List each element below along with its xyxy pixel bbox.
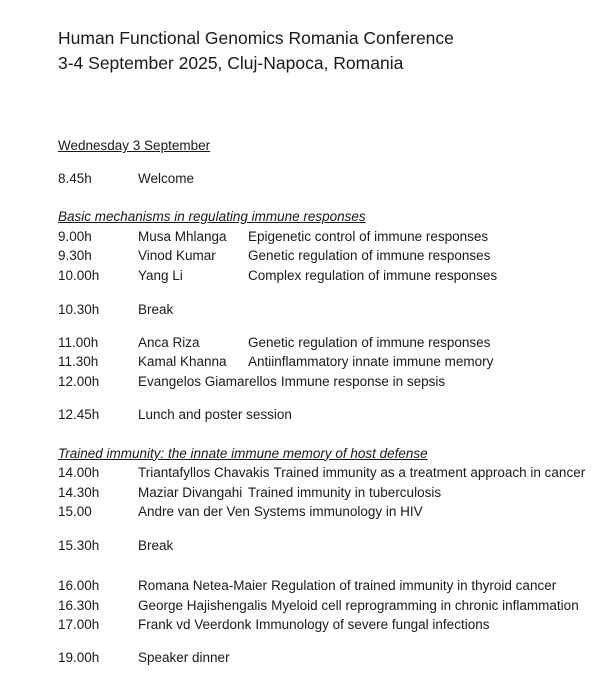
schedule-group: [58, 648, 597, 668]
talk-topic: Trained immunity in tuberculosis: [248, 484, 442, 500]
talk-row: [58, 615, 597, 635]
conference-title: [58, 26, 597, 76]
event-time: 19.00h: [58, 649, 100, 665]
speaker-name: Anca Riza: [138, 334, 200, 350]
event-time: 10.00h: [58, 267, 100, 283]
talk-row: [58, 227, 597, 247]
event-row: [58, 169, 597, 189]
session-heading: Trained immunity: the innate immune memory of host defense: [58, 445, 428, 461]
speaker-name: Yang Li: [138, 267, 183, 283]
talk-topic: Myeloid cell reprogramming in chronic inflammation: [271, 597, 579, 613]
schedule-group: [58, 169, 597, 189]
talk-row: [58, 246, 597, 266]
talk-row: [58, 463, 597, 483]
talk-topic: Epigenetic control of immune responses: [248, 228, 489, 244]
event-label: Welcome: [138, 170, 195, 186]
talk-topic: Genetic regulation of immune responses: [248, 248, 491, 263]
talk-row: [58, 502, 597, 522]
speaker-name: George Hajishengalis: [138, 597, 268, 613]
event-row: [58, 405, 597, 425]
event-time: 16.00h: [58, 578, 100, 593]
event-row: [58, 648, 597, 668]
conference-title-line2: 3-4 September 2025, Cluj-Napoca, Romania: [58, 53, 404, 73]
event-time: 11.00h: [58, 334, 99, 350]
talk-row: [58, 596, 597, 616]
talk-topic: Genetic regulation of immune responses: [248, 334, 491, 350]
talk-row: [58, 333, 597, 353]
speaker-name: Vinod Kumar: [138, 248, 216, 263]
speaker-name: Andre van der Ven: [138, 504, 250, 519]
talk-topic: Regulation of trained immunity in thyroid cancer: [271, 578, 557, 593]
speaker-name: Musa Mhlanga: [138, 228, 227, 244]
schedule-group: [58, 444, 597, 522]
day-heading: [58, 136, 597, 156]
talk-topic: Trained immunity as a treatment approach in cancer: [273, 465, 586, 480]
event-label: Break: [138, 537, 174, 553]
event-label: Speaker dinner: [138, 649, 230, 665]
talk-row: [58, 372, 597, 392]
event-time: 10.30h: [58, 302, 100, 317]
event-time: 9.30h: [58, 248, 92, 263]
event-row: [58, 536, 597, 556]
conference-title-line1: Human Functional Genomics Romania Conference: [58, 28, 454, 48]
event-time: 11.30h: [58, 354, 99, 369]
talk-topic: Systems immunology in HIV: [253, 504, 423, 519]
schedule-group: [58, 536, 597, 556]
talk-topic: Antiinflammatory innate immune memory: [248, 354, 494, 369]
schedule-group: [58, 333, 597, 392]
schedule-group: [58, 207, 597, 285]
speaker-name: Romana Netea-Maier: [138, 578, 268, 593]
event-time: 16.30h: [58, 597, 100, 613]
speaker-name: Frank vd Veerdonk: [138, 617, 252, 632]
schedule: [58, 169, 597, 668]
schedule-group: [58, 576, 597, 635]
schedule-group: [58, 405, 597, 425]
speaker-name: Kamal Khanna: [138, 354, 227, 369]
event-label: Lunch and poster session: [138, 407, 292, 422]
talk-row: [58, 576, 597, 596]
event-time: 14.30h: [58, 484, 100, 500]
talk-topic: Immune response in sepsis: [280, 373, 446, 389]
talk-topic: Complex regulation of immune responses: [248, 267, 498, 283]
event-time: 15.30h: [58, 537, 100, 553]
event-time: 14.00h: [58, 465, 100, 480]
event-time: 12.45h: [58, 407, 100, 422]
talk-row: [58, 483, 597, 503]
schedule-group: [58, 300, 597, 320]
speaker-name: Maziar Divangahi: [138, 484, 243, 500]
speaker-name: Triantafyllos Chavakis: [138, 465, 270, 480]
talk-row: [58, 352, 597, 372]
talk-topic: Immunology of severe fungal infections: [255, 617, 490, 632]
day-heading-text: Wednesday 3 September: [58, 138, 211, 153]
session-heading: Basic mechanisms in regulating immune responses: [58, 209, 366, 224]
event-label: Break: [138, 302, 174, 317]
event-time: 12.00h: [58, 373, 100, 389]
event-row: [58, 300, 597, 320]
event-time: 15.00: [58, 504, 92, 519]
event-time: 17.00h: [58, 617, 100, 632]
speaker-name: Evangelos Giamarellos: [138, 373, 277, 389]
event-time: 9.00h: [58, 228, 92, 244]
talk-row: [58, 266, 597, 286]
event-time: 8.45h: [58, 170, 92, 186]
